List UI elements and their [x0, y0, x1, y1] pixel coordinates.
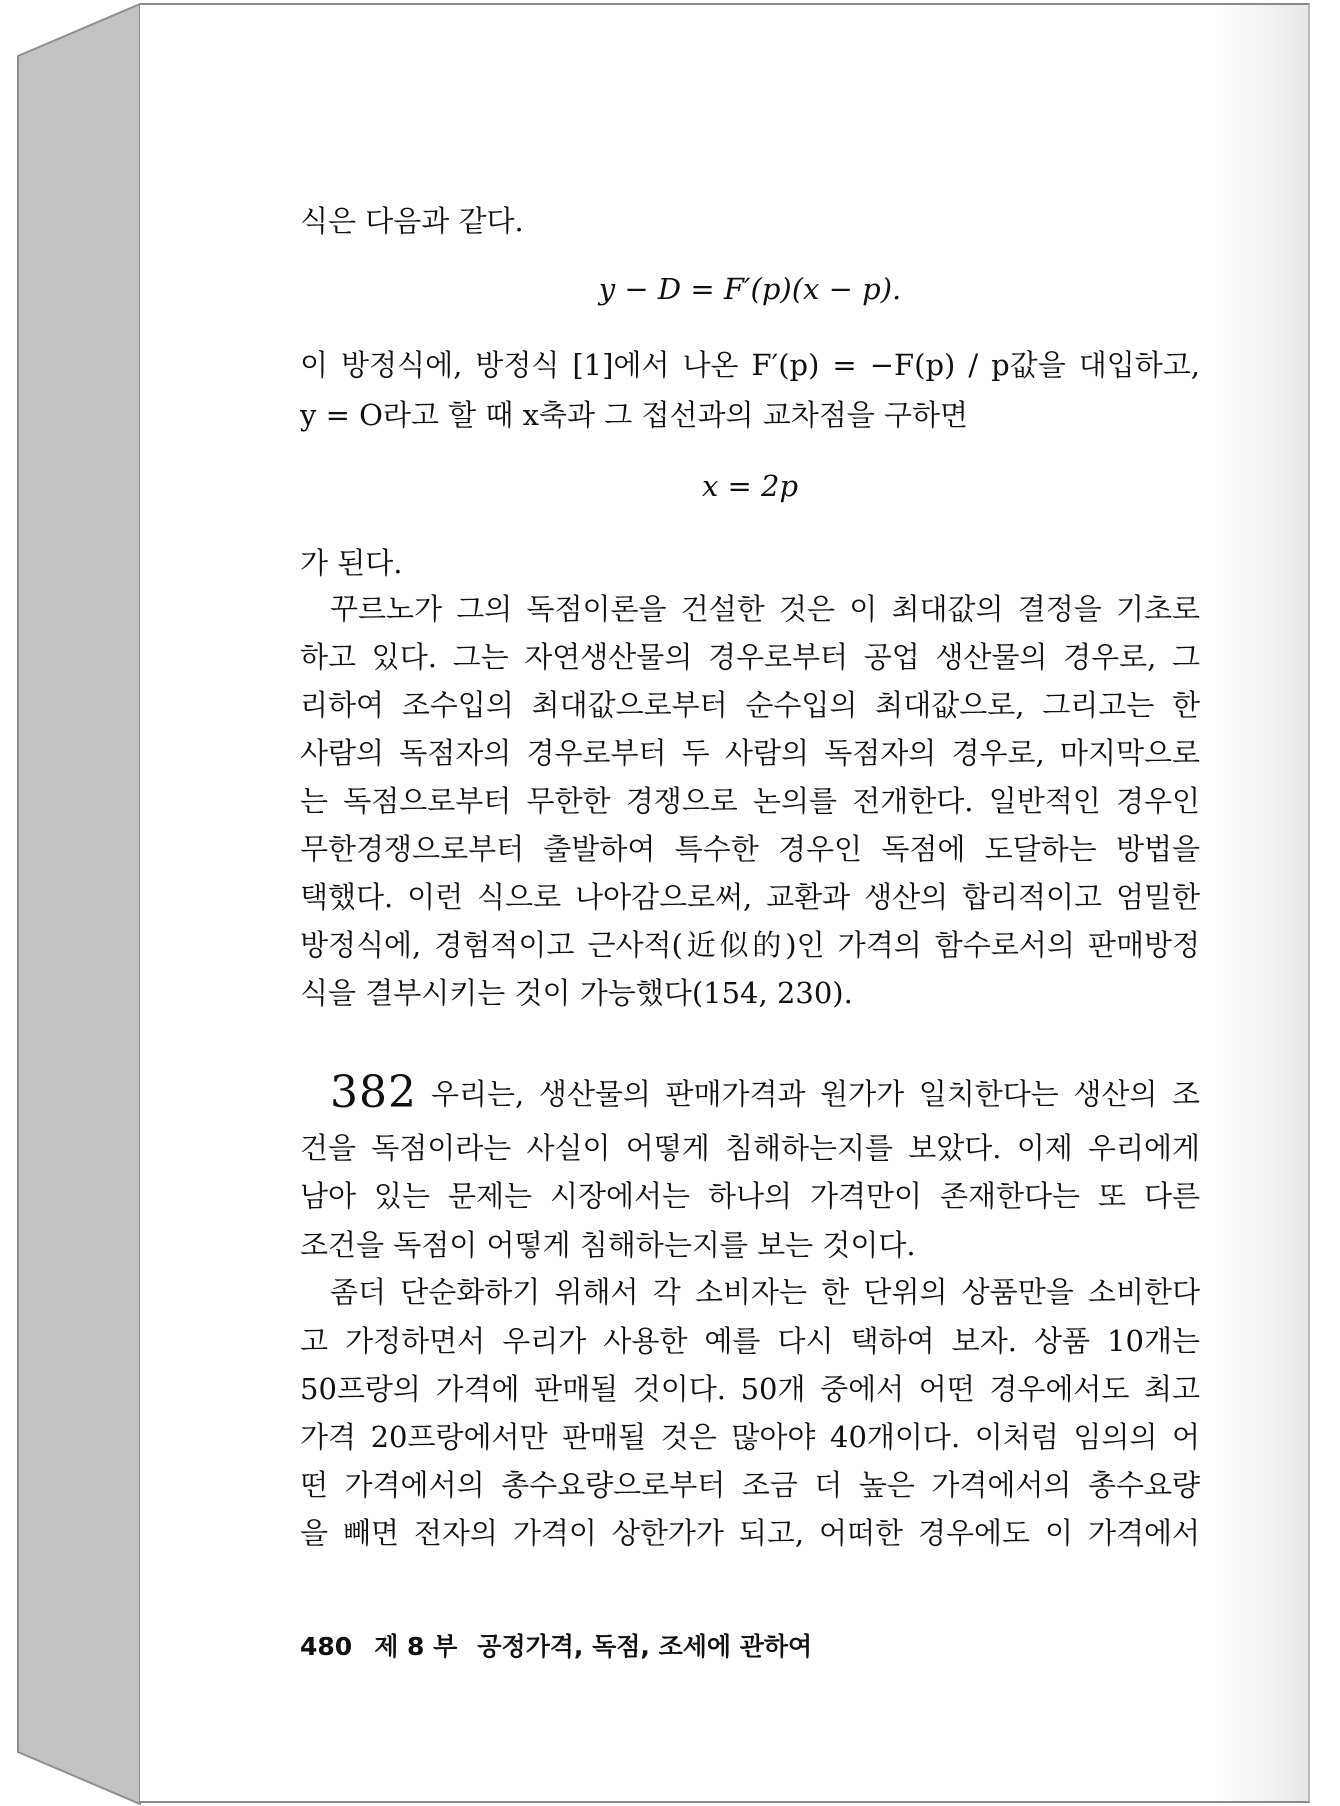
text-line: 조건을 독점이 어떻게 침해하는지를 보는 것이다. [300, 1228, 916, 1262]
text-line: 가 된다. [300, 546, 403, 580]
text-line: 건을 독점이라는 사실이 어떻게 침해하는지를 보았다. 이제 우리에게 [300, 1131, 1200, 1165]
section-number: 382 [330, 1067, 417, 1118]
page-footer [300, 1630, 812, 1664]
text-line: 이 방정식에, 방정식 [1]에서 나온 F′(p) = −F(p) / p값을 대입하고, [300, 348, 1200, 382]
equation-tangent: y − D = F′(p)(x − p). [598, 272, 902, 306]
equation-intersection: x = 2p [701, 469, 799, 503]
book-spine [0, 0, 150, 1806]
text-line: 꾸르노가 그의 독점이론을 건설한 것은 이 최대값의 결정을 기초로 [330, 592, 1200, 626]
part-title: 공정가격, 독점, 조세에 관하여 [477, 1632, 813, 1661]
text-line: 사람의 독점자의 경우로부터 두 사람의 독점자의 경우로, 마지막으로 [300, 736, 1200, 770]
text-line: 리하여 조수입의 최대값으로부터 순수입의 최대값으로, 그리고는 한 [300, 688, 1200, 722]
text-line: 하고 있다. 그는 자연생산물의 경우로부터 공업 생산물의 경우로, 그 [300, 640, 1200, 674]
section-first-line [330, 1067, 1200, 1118]
text-line: 택했다. 이런 식으로 나아감으로써, 교환과 생산의 합리적이고 엄밀한 [300, 880, 1200, 914]
page-number: 480 [300, 1632, 353, 1661]
text-line: 방정식에, 경험적이고 근사적(近似的)인 가격의 함수로서의 판매방정 [300, 928, 1200, 962]
text-line: 남아 있는 문제는 시장에서는 하나의 가격만이 존재한다는 또 다른 [300, 1179, 1200, 1213]
text-line: 가격 20프랑에서만 판매될 것은 많아야 40개이다. 이처럼 임의의 어 [300, 1420, 1200, 1454]
text-line: 좀더 단순화하기 위해서 각 소비자는 한 단위의 상품만을 소비한다 [330, 1275, 1200, 1309]
text-line: y = O라고 할 때 x축과 그 접선과의 교차점을 구하면 [300, 398, 969, 432]
text-line: 떤 가격에서의 총수요량으로부터 조금 더 높은 가격에서의 총수요량 [300, 1468, 1200, 1502]
text-line: 는 독점으로부터 무한한 경쟁으로 논의를 전개한다. 일반적인 경우인 [300, 784, 1200, 818]
text-line: 50프랑의 가격에 판매될 것이다. 50개 중에서 어떤 경우에서도 최고 [300, 1372, 1200, 1406]
text-line: 고 가정하면서 우리가 사용한 예를 다시 택하여 보자. 상품 10개는 [300, 1324, 1200, 1358]
text-line: 식을 결부시키는 것이 가능했다(154, 230). [300, 976, 853, 1010]
text-line: 우리는, 생산물의 판매가격과 원가가 일치한다는 생산의 조 [430, 1077, 1200, 1111]
book-page [140, 3, 1310, 1803]
text-line: 무한경쟁으로부터 출발하여 특수한 경우인 독점에 도달하는 방법을 [300, 832, 1200, 866]
text-line: 식은 다음과 같다. [300, 204, 524, 238]
part-label: 제 8 부 [374, 1632, 458, 1661]
text-line: 을 빼면 전자의 가격이 상한가가 되고, 어떠한 경우에도 이 가격에서 [300, 1516, 1200, 1550]
